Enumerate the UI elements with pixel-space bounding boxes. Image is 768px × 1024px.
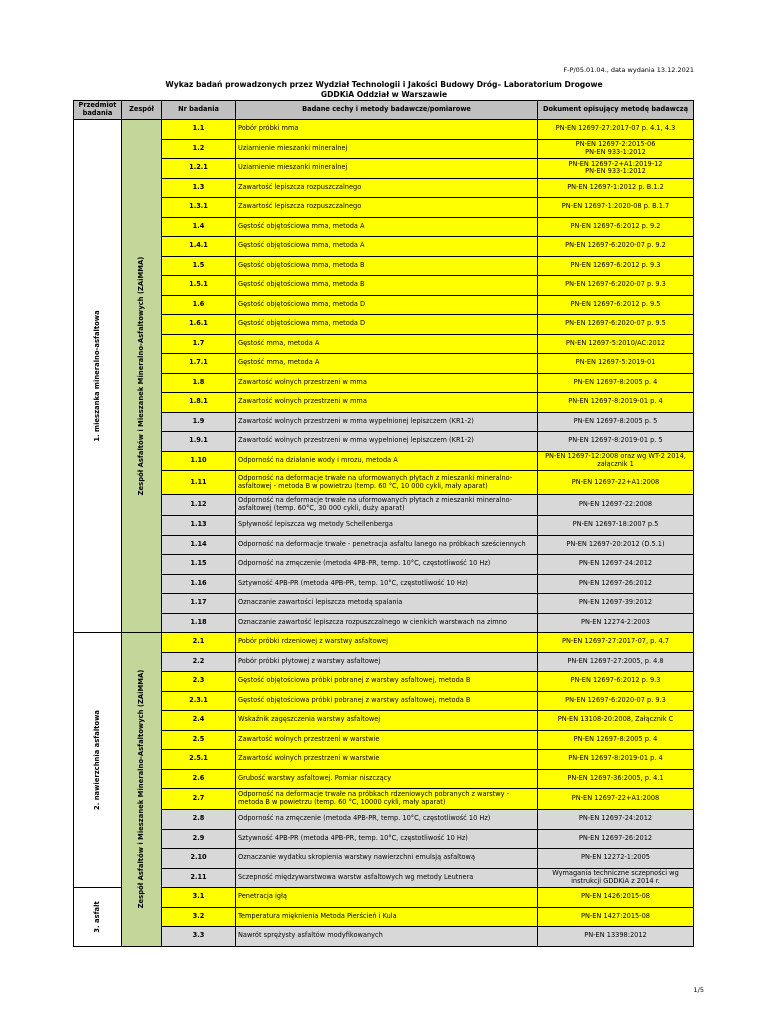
test-number: 2.10 xyxy=(162,849,236,869)
table-row xyxy=(74,373,694,393)
method-document: PN-EN 12697-8:2019-01 p. 4 xyxy=(538,393,694,413)
method-document: Wymagania techniczne sczepności wg instrukcji GDDKiA z 2014 r. xyxy=(538,868,694,888)
method-document: PN-EN 12697-8:2019-01 p. 4 xyxy=(538,750,694,770)
table-row xyxy=(74,471,694,495)
test-number: 1.9.1 xyxy=(162,432,236,452)
test-number: 3.3 xyxy=(162,927,236,947)
table-body xyxy=(74,120,694,947)
test-number: 2.4 xyxy=(162,711,236,731)
test-description: Odporność na zmęczenie (metoda 4PB-PR, temp. 10°C, częstotliwość 10 Hz) xyxy=(236,810,538,830)
test-number: 1.9 xyxy=(162,412,236,432)
test-number: 1.3.1 xyxy=(162,198,236,218)
method-document: PN-EN 12697-6:2020-07 p. 9.2 xyxy=(538,237,694,257)
test-number: 1.6 xyxy=(162,295,236,315)
table-row xyxy=(74,178,694,198)
method-document: PN-EN 12697-6:2012 p. 9.3 xyxy=(538,256,694,276)
test-description: Zawartość wolnych przestrzeni w mma wypełnionej lepiszczem (KR1-2) xyxy=(236,412,538,432)
document-reference: F-P/05.01.04., data wydania 13.12.2021 xyxy=(563,66,694,74)
test-description: Zawartość wolnych przestrzeni w mma wypełnionej lepiszczem (KR1-2) xyxy=(236,432,538,452)
header-number: Nr badania xyxy=(162,101,236,120)
table-row xyxy=(74,120,694,140)
method-document: PN-EN 12697-8:2019-01 p. 5 xyxy=(538,432,694,452)
table-row xyxy=(74,730,694,750)
test-number: 2.2 xyxy=(162,652,236,672)
test-description: Zawartość lepiszcza rozpuszczalnego xyxy=(236,178,538,198)
test-description: Gęstość objętościowa mma, metoda D xyxy=(236,295,538,315)
test-description: Gęstość objętościowa mma, metoda A xyxy=(236,217,538,237)
table-row xyxy=(74,432,694,452)
table-row xyxy=(74,633,694,653)
table-row xyxy=(74,535,694,555)
test-number: 1.6.1 xyxy=(162,315,236,335)
table-row xyxy=(74,888,694,908)
header-description: Badane cechy i metody badawcze/pomiarowe xyxy=(236,101,538,120)
test-description: Gęstość objętościowa mma, metoda B xyxy=(236,276,538,296)
table-row xyxy=(74,672,694,692)
test-number: 2.3.1 xyxy=(162,691,236,711)
test-number: 1.7 xyxy=(162,334,236,354)
test-number: 2.7 xyxy=(162,789,236,810)
method-document: PN-EN 12697-39:2012 xyxy=(538,594,694,614)
test-description: Odporność na deformacje trwałe na uformowanych płytach z mieszanki mineralno-asfaltowej - metoda B w powietrzu (temp. 60 °C, 10 000 cykli, mały aparat) xyxy=(236,471,538,495)
test-description: Odporność na działanie wody i mrozu, metoda A xyxy=(236,451,538,471)
test-number: 1.10 xyxy=(162,451,236,471)
test-description: Sczepność międzywarstwowa warstw asfaltowych wg metody Leutnera xyxy=(236,868,538,888)
method-document: PN-EN 13398:2012 xyxy=(538,927,694,947)
method-document: PN-EN 12697-27:2017-07, p. 4.7 xyxy=(538,633,694,653)
test-number: 3.2 xyxy=(162,907,236,927)
test-description: Sztywność 4PB-PR (metoda 4PB-PR, temp. 10°C, częstotliwość 10 Hz) xyxy=(236,574,538,594)
test-number: 2.5 xyxy=(162,730,236,750)
method-document: PN-EN 12697-8:2005 p. 5 xyxy=(538,412,694,432)
table-row xyxy=(74,868,694,888)
test-description: Oznaczanie zawartości lepiszcza metodą spalania xyxy=(236,594,538,614)
test-number: 1.12 xyxy=(162,495,236,516)
table-row xyxy=(74,217,694,237)
test-number: 2.11 xyxy=(162,868,236,888)
method-document: PN-EN 12697-2+A1:2019-12 PN-EN 933-1:2012 xyxy=(538,159,694,179)
table-row xyxy=(74,295,694,315)
test-description: Uziarnienie mieszanki mineralnej xyxy=(236,159,538,179)
test-number: 1.7.1 xyxy=(162,354,236,374)
test-number: 1.11 xyxy=(162,471,236,495)
table-row xyxy=(74,652,694,672)
test-number: 1.2 xyxy=(162,139,236,159)
test-number: 1.4.1 xyxy=(162,237,236,257)
subject-label: 1. mieszanka mineralno-asfaltowa xyxy=(92,310,101,442)
test-number: 1.15 xyxy=(162,555,236,575)
subject-label: 2. nawierzchnia asfaltowa xyxy=(92,710,101,810)
table-row xyxy=(74,139,694,159)
subject-cell xyxy=(74,633,122,888)
table-row xyxy=(74,354,694,374)
test-description: Gęstość objętościowa próbki pobranej z warstwy asfaltowej, metoda B xyxy=(236,691,538,711)
test-number: 2.9 xyxy=(162,829,236,849)
table-row xyxy=(74,451,694,471)
test-number: 2.1 xyxy=(162,633,236,653)
method-document: PN-EN 12697-6:2012 p. 9.3 xyxy=(538,672,694,692)
test-number: 1.17 xyxy=(162,594,236,614)
table-row xyxy=(74,555,694,575)
test-description: Zawartość wolnych przestrzeni w warstwie xyxy=(236,750,538,770)
team-cell xyxy=(122,120,162,633)
test-number: 1.3 xyxy=(162,178,236,198)
test-description: Pobór próbki mma xyxy=(236,120,538,140)
test-description: Spływność lepiszcza wg metody Schellenberga xyxy=(236,516,538,536)
subject-cell xyxy=(74,888,122,947)
table-row xyxy=(74,315,694,335)
method-document: PN-EN 12697-36:2005, p. 4.1 xyxy=(538,769,694,789)
subject-label: 3. asfalt xyxy=(92,901,101,933)
table-header-row xyxy=(74,101,694,120)
method-document: PN-EN 12697-6:2020-07 p. 9.3 xyxy=(538,691,694,711)
method-document: PN-EN 12697-6:2012 p. 9.5 xyxy=(538,295,694,315)
method-document: PN-EN 12697-5:2019-01 xyxy=(538,354,694,374)
table-row xyxy=(74,276,694,296)
method-document: PN-EN 12697-8:2005 p. 4 xyxy=(538,373,694,393)
table-row xyxy=(74,789,694,810)
method-document: PN-EN 12697-22+A1:2008 xyxy=(538,471,694,495)
team-label: Zespół Asfaltów i Mieszanek Mineralno-Asfaltowych (ZAiMMA) xyxy=(136,256,145,496)
test-description: Gęstość objętościowa mma, metoda B xyxy=(236,256,538,276)
method-document: PN-EN 12697-5:2010/AC:2012 xyxy=(538,334,694,354)
subject-cell xyxy=(74,120,122,633)
test-number: 1.4 xyxy=(162,217,236,237)
method-document: PN-EN 1427:2015-08 xyxy=(538,907,694,927)
test-number: 1.16 xyxy=(162,574,236,594)
test-description: Gęstość objętościowa mma, metoda D xyxy=(236,315,538,335)
method-document: PN-EN 12697-1:2012 p. B.1.2 xyxy=(538,178,694,198)
test-description: Zawartość wolnych przestrzeni w warstwie xyxy=(236,730,538,750)
test-number: 1.8 xyxy=(162,373,236,393)
table-row xyxy=(74,256,694,276)
test-number: 1.5.1 xyxy=(162,276,236,296)
table-row xyxy=(74,159,694,179)
test-description: Zawartość lepiszcza rozpuszczalnego xyxy=(236,198,538,218)
header-team: Zespół xyxy=(122,101,162,120)
table-row xyxy=(74,769,694,789)
method-document: PN-EN 12697-22+A1:2008 xyxy=(538,789,694,810)
header-subject: Przedmiot badania xyxy=(74,101,122,120)
team-label: Zespół Asfaltów i Mieszanek Mineralno-Asfaltowych (ZAiMMA) xyxy=(136,669,145,909)
method-document: PN-EN 12697-26:2012 xyxy=(538,829,694,849)
test-list-table xyxy=(73,100,694,947)
test-description: Pobór próbki rdzeniowej z warstwy asfaltowej xyxy=(236,633,538,653)
method-document: PN-EN 12697-6:2012 p. 9.2 xyxy=(538,217,694,237)
test-description: Sztywność 4PB-PR (metoda 4PB-PR, temp. 10°C, częstotliwość 10 Hz) xyxy=(236,829,538,849)
test-number: 1.13 xyxy=(162,516,236,536)
test-description: Oznaczanie zawartość lepiszcza rozpuszczalnego w cienkich warstwach na zimno xyxy=(236,613,538,633)
team-cell xyxy=(122,633,162,947)
method-document: PN-EN 12697-6:2020-07 p. 9.3 xyxy=(538,276,694,296)
method-document: PN-EN 12697-22:2008 xyxy=(538,495,694,516)
test-number: 1.2.1 xyxy=(162,159,236,179)
test-number: 1.14 xyxy=(162,535,236,555)
test-number: 1.5 xyxy=(162,256,236,276)
table-row xyxy=(74,849,694,869)
method-document: PN-EN 12697-6:2020-07 p. 9.5 xyxy=(538,315,694,335)
test-number: 1.18 xyxy=(162,613,236,633)
table-row xyxy=(74,393,694,413)
test-description: Gęstość objętościowa próbki pobranej z warstwy asfaltowej, metoda B xyxy=(236,672,538,692)
test-description: Wskaźnik zagęszczenia warstwy asfaltowej xyxy=(236,711,538,731)
test-description: Odporność na zmęczenie (metoda 4PB-PR, temp. 10°C, częstotliwość 10 Hz) xyxy=(236,555,538,575)
method-document: PN-EN 12697-24:2012 xyxy=(538,555,694,575)
header-document: Dokument opisujący metodę badawczą xyxy=(538,101,694,120)
table-row xyxy=(74,829,694,849)
table-row xyxy=(74,691,694,711)
test-description: Gęstość objętościowa mma, metoda A xyxy=(236,237,538,257)
table-row xyxy=(74,907,694,927)
method-document: PN-EN 12697-27:2005, p. 4.8 xyxy=(538,652,694,672)
table-row xyxy=(74,412,694,432)
test-description: Oznaczanie wydatku skropienia warstwy nawierzchni emulsją asfaltową xyxy=(236,849,538,869)
test-description: Odporność na deformacje trwałe - penetracja asfaltu lanego na próbkach sześciennych xyxy=(236,535,538,555)
test-description: Penetracja igłą xyxy=(236,888,538,908)
table-row xyxy=(74,750,694,770)
method-document: PN-EN 12697-1:2020-08 p. B.1.7 xyxy=(538,198,694,218)
method-document: PN-EN 12697-20:2012 (D.5.1) xyxy=(538,535,694,555)
table-row xyxy=(74,927,694,947)
method-document: PN-EN 12697-2:2015-06 PN-EN 933-1:2012 xyxy=(538,139,694,159)
method-document: PN-EN 12697-18:2007 p.5 xyxy=(538,516,694,536)
test-description: Grubość warstwy asfaltowej. Pomiar niszczący xyxy=(236,769,538,789)
method-document: PN-EN 12697-27:2017-07 p. 4.1, 4.3 xyxy=(538,120,694,140)
title-line-2: GDDKiA Oddział w Warszawie xyxy=(320,89,448,99)
test-description: Odporność na deformacje trwałe na próbkach rdzeniowych pobranych z warstwy - metoda B w powietrzu (temp. 60 °C, 10000 cykli, mały aparat) xyxy=(236,789,538,810)
table-row xyxy=(74,613,694,633)
test-description: Nawrót sprężysty asfaltów modyfikowanych xyxy=(236,927,538,947)
page-number: 1/5 xyxy=(693,986,704,994)
test-number: 2.8 xyxy=(162,810,236,830)
method-document: PN-EN 12697-24:2012 xyxy=(538,810,694,830)
test-description: Odporność na deformacje trwałe na uformowanych płytach z mieszanki mineralno-asfaltowej (temp. 60°C, 30 000 cykli, duży aparat) xyxy=(236,495,538,516)
method-document: PN-EN 13108-20:2008, Załącznik C xyxy=(538,711,694,731)
test-description: Temperatura mięknienia Metoda Pierścień i Kula xyxy=(236,907,538,927)
table-row xyxy=(74,237,694,257)
test-number: 2.5.1 xyxy=(162,750,236,770)
table-row xyxy=(74,594,694,614)
table-row xyxy=(74,198,694,218)
table-row xyxy=(74,516,694,536)
table-row xyxy=(74,711,694,731)
title-line-1: Wykaz badań prowadzonych przez Wydział Technologii i Jakości Budowy Dróg– Laboratorium Drogowe xyxy=(165,80,603,89)
test-description: Gęstość mma, metoda A xyxy=(236,334,538,354)
test-number: 1.8.1 xyxy=(162,393,236,413)
test-description: Pobór próbki płytowej z warstwy asfaltowej xyxy=(236,652,538,672)
method-document: PN-EN 12697-26:2012 xyxy=(538,574,694,594)
test-description: Zawartość wolnych przestrzeni w mma xyxy=(236,373,538,393)
test-description: Uziarnienie mieszanki mineralnej xyxy=(236,139,538,159)
test-description: Gęstość mma, metoda A xyxy=(236,354,538,374)
test-number: 3.1 xyxy=(162,888,236,908)
method-document: PN-EN 1426:2015-08 xyxy=(538,888,694,908)
table-row xyxy=(74,574,694,594)
method-document: PN-EN 12272-1:2005 xyxy=(538,849,694,869)
table-row xyxy=(74,495,694,516)
table-row xyxy=(74,334,694,354)
table-row xyxy=(74,810,694,830)
method-document: PN-EN 12697-12:2008 oraz wg WT-2 2014, załącznik 1 xyxy=(538,451,694,471)
test-number: 2.3 xyxy=(162,672,236,692)
method-document: PN-EN 12274-2:2003 xyxy=(538,613,694,633)
test-number: 1.1 xyxy=(162,120,236,140)
test-description: Zawartość wolnych przestrzeni w mma xyxy=(236,393,538,413)
test-number: 2.6 xyxy=(162,769,236,789)
page-title xyxy=(0,80,768,99)
method-document: PN-EN 12697-8:2005 p. 4 xyxy=(538,730,694,750)
